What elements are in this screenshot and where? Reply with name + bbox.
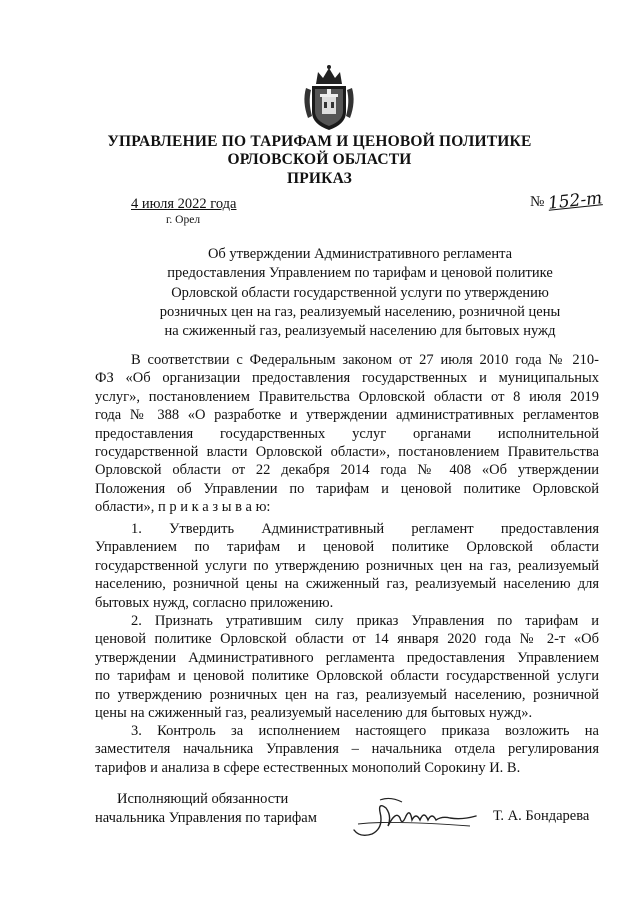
item-line: Управлением по тарифам и ценовой политике Орловской области (95, 539, 599, 556)
signatory-position-line-1: Исполняющий обязанности (117, 791, 289, 807)
order-subject (140, 245, 580, 341)
header-line-1: УПРАВЛЕНИЕ ПО ТАРИФАМ И ЦЕНОВОЙ ПОЛИТИКЕ (107, 133, 532, 150)
preamble-line: Орловской области от 22 декабря 2014 года № 408 «Об утверждении (95, 462, 599, 479)
item-line: по утверждению розничных цен на газ, реализуемый населению, розничной (95, 686, 599, 703)
preamble-line: ФЗ «Об организации предоставления государственных и муниципальных (95, 370, 599, 387)
subject-line: Об утверждении Административного регламента (207, 246, 513, 262)
item-line: ценовой политике Орловской области от 14 января 2020 года № 2-т «Об (95, 631, 599, 648)
number-sign: № (530, 194, 545, 210)
preamble-line: государственной власти Орловской области», постановлением Правительства (95, 444, 599, 461)
item-line: цены на сжиженный газ, реализуемый населению для бытовых нужд». (95, 705, 533, 722)
signatory-position-line-2: начальника Управления по тарифам (95, 810, 317, 826)
preamble-line: года № 388 «О разработке и утверждении административных регламентов (95, 407, 599, 424)
item-line: 2. Признать утратившим силу приказ Управления по тарифам и (131, 613, 599, 629)
item-line: заместителя начальника Управления – начальника отдела регулирования (95, 741, 599, 758)
order-item-3 (95, 722, 599, 777)
item-line: 1. Утвердить Административный регламент предоставления (131, 521, 599, 537)
header-line-2: ОРЛОВСКОЙ ОБЛАСТИ (227, 151, 412, 168)
item-line: государственной услуги по утверждению розничных цен на газ, реализуемый (95, 557, 599, 574)
item-line: утверждении Административного регламента предоставления Управлением (95, 649, 599, 666)
item-line: бытовых нужд, согласно приложению. (95, 594, 334, 611)
item-line: 3. Контроль за исполнением настоящего приказа возложить на (131, 723, 599, 739)
subject-line: Орловской области государственной услуги по утверждению (171, 284, 549, 301)
handwritten-signature (350, 790, 480, 840)
preamble-line: предоставления государственных услуг органами исполнительной (95, 425, 599, 442)
subject-line: розничных цен на газ, реализуемый населению, розничной цены (159, 303, 561, 320)
subject-line: на сжиженный газ, реализуемый населению для бытовых нужд (164, 323, 556, 340)
order-item-1 (95, 520, 599, 612)
item-line: тарифов и анализа в сфере естественных монополий Сорокину И. В. (95, 759, 521, 776)
city: г. Орел (166, 214, 201, 226)
handwritten-order-number: 152-т (547, 188, 604, 214)
order-number (530, 188, 604, 214)
order-item-2 (95, 612, 599, 722)
subject-line: предоставления Управлением по тарифам и ценовой политике (167, 265, 553, 282)
document-type-title: ПРИКАЗ (286, 170, 352, 187)
item-line: по тарифам и ценовой политике Орловской области государственной услуги (95, 668, 599, 685)
item-line: населению, розничной цены на сжиженный газ, реализуемый населению для (95, 576, 599, 593)
signatory-name: Т. А. Бондарева (493, 808, 590, 824)
preamble-line: услуг», постановлением Правительства Орловской области от 8 июля 2019 (95, 388, 599, 405)
preamble-line: Положения об Управлении по тарифам и ценовой политике Орловской (95, 480, 599, 497)
order-date: 4 июля 2022 года (131, 196, 237, 212)
preamble-paragraph (95, 351, 599, 517)
preamble-line: В соответствии с Федеральным законом от 27 июля 2010 года № 210- (131, 352, 599, 368)
signatory-position (95, 790, 317, 828)
coat-of-arms-emblem (300, 62, 358, 132)
preamble-line: области», п р и к а з ы в а ю: (95, 499, 271, 516)
